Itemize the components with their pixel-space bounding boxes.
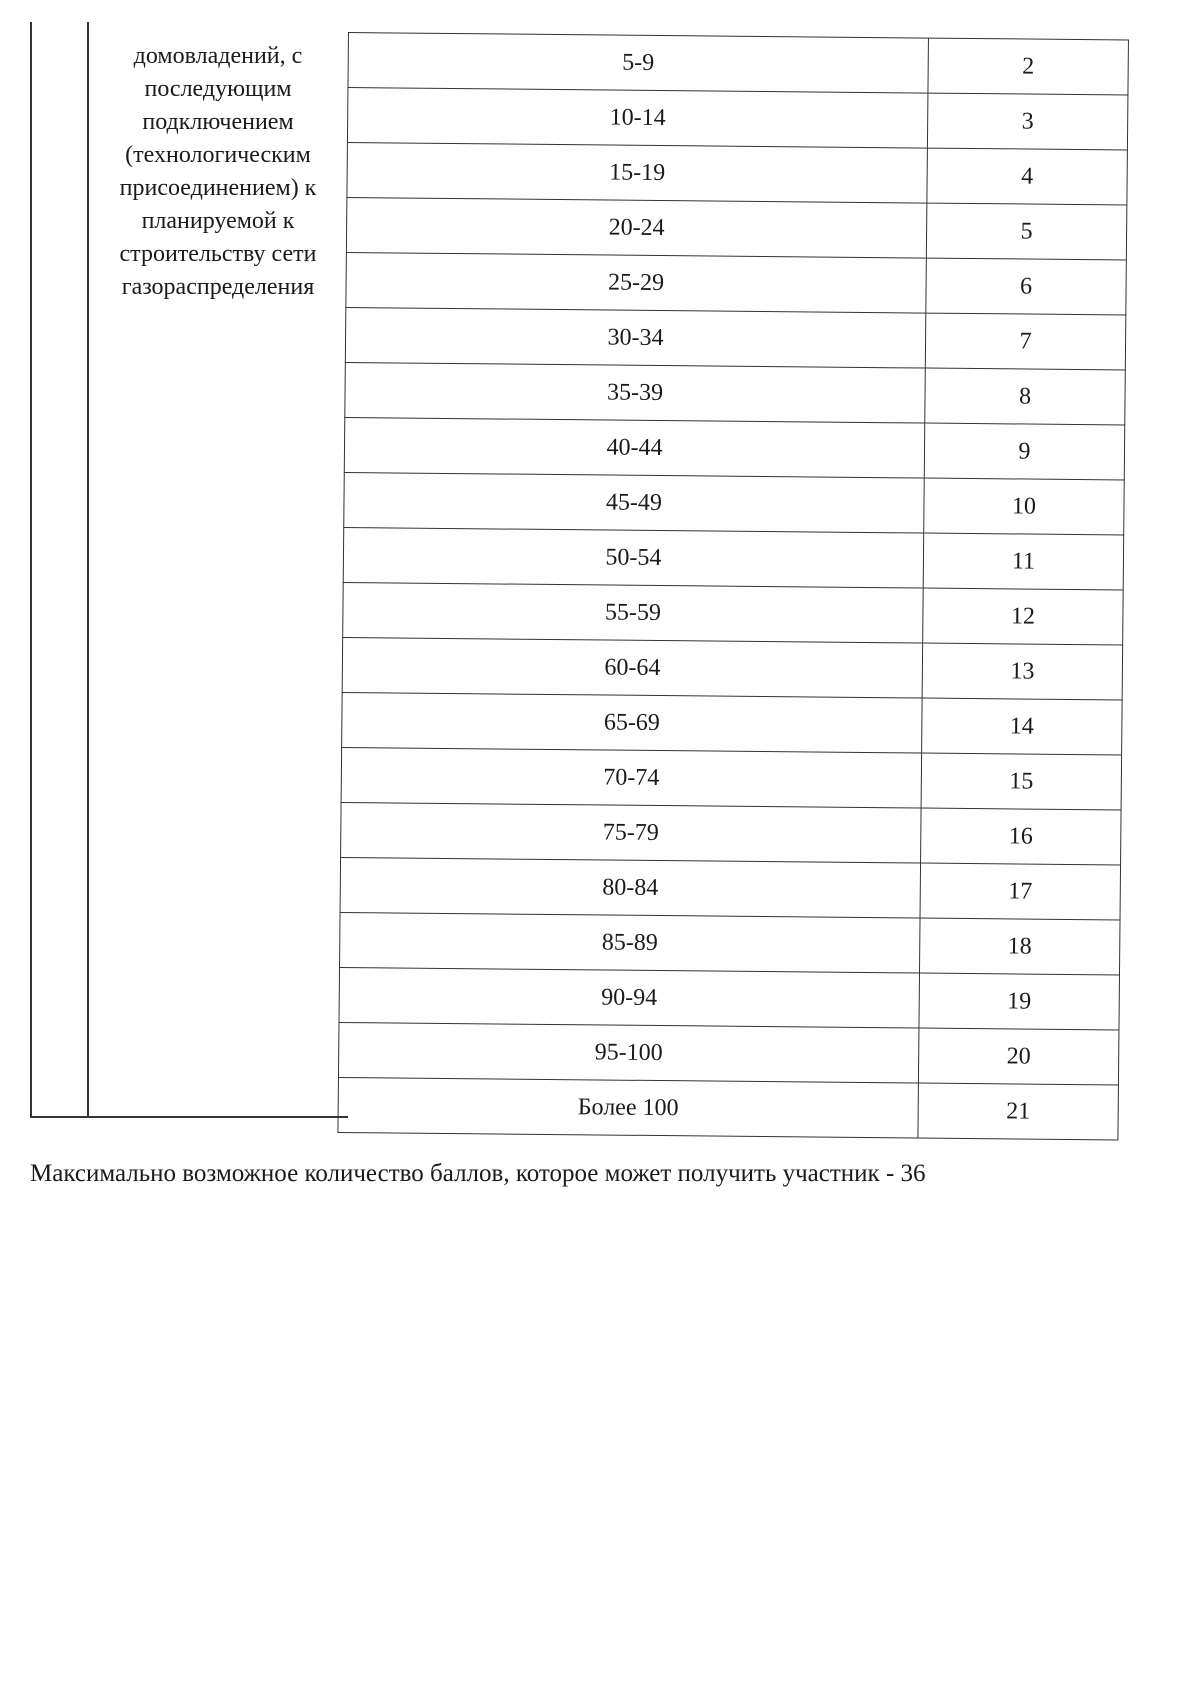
- score-cell: 16: [921, 808, 1122, 865]
- range-cell: Более 100: [338, 1077, 919, 1138]
- range-cell: 40-44: [344, 417, 925, 478]
- table-column-divider: [87, 22, 89, 1117]
- score-cell: 19: [919, 973, 1120, 1030]
- score-cell: 12: [923, 588, 1124, 645]
- range-cell: 15-19: [347, 142, 928, 203]
- score-cell: 6: [926, 258, 1127, 315]
- score-cell: 10: [924, 478, 1125, 535]
- range-cell: 60-64: [342, 637, 923, 698]
- score-cell: 15: [921, 753, 1122, 810]
- score-table-body: [338, 33, 1129, 1140]
- range-cell: 80-84: [340, 857, 921, 918]
- table-row: [346, 197, 1126, 259]
- score-cell: 17: [920, 863, 1121, 920]
- table-outer-border-left: [30, 22, 32, 1117]
- table-row: [338, 1022, 1118, 1084]
- score-cell: 21: [918, 1083, 1119, 1140]
- table-row: [340, 912, 1120, 974]
- range-cell: 30-34: [345, 307, 926, 368]
- score-cell: 2: [928, 38, 1129, 95]
- table-row: [341, 747, 1121, 809]
- score-cell: 18: [919, 918, 1120, 975]
- score-cell: 9: [924, 423, 1125, 480]
- max-score-note: Максимально возможное количество баллов, которое может получить участник - 36: [30, 1160, 926, 1187]
- table-row: [340, 857, 1120, 919]
- range-cell: 65-69: [342, 692, 923, 753]
- table-row: [347, 142, 1127, 204]
- table-outer-border-bottom: [30, 1116, 348, 1118]
- score-table-wrapper: [338, 32, 1128, 1131]
- table-row: [341, 802, 1121, 864]
- range-cell: 45-49: [344, 472, 925, 533]
- range-cell: 55-59: [343, 582, 924, 643]
- score-cell: 3: [927, 93, 1128, 150]
- range-cell: 50-54: [343, 527, 924, 588]
- score-cell: 13: [922, 643, 1123, 700]
- table-row: [345, 362, 1125, 424]
- score-cell: 8: [925, 368, 1126, 425]
- score-cell: 11: [923, 533, 1124, 590]
- range-cell: 95-100: [338, 1022, 919, 1083]
- table-row: [339, 967, 1119, 1029]
- table-row: [348, 33, 1128, 95]
- table-row: [342, 637, 1122, 699]
- range-cell: 5-9: [348, 33, 929, 94]
- table-row: [343, 527, 1123, 589]
- table-row: [347, 88, 1127, 150]
- range-cell: 10-14: [347, 88, 928, 149]
- table-row: [344, 417, 1124, 479]
- range-cell: 90-94: [339, 967, 920, 1028]
- range-cell: 25-29: [346, 252, 927, 313]
- table-row: [345, 307, 1125, 369]
- range-cell: 70-74: [341, 747, 922, 808]
- range-cell: 20-24: [346, 197, 927, 258]
- range-cell: 75-79: [341, 802, 922, 863]
- table-row: [344, 472, 1124, 534]
- score-cell: 7: [925, 313, 1126, 370]
- score-cell: 5: [926, 203, 1127, 260]
- score-cell: 4: [927, 148, 1128, 205]
- table-row: [346, 252, 1126, 314]
- score-table: [337, 32, 1129, 1140]
- table-row: [343, 582, 1123, 644]
- table-row: [338, 1077, 1118, 1139]
- range-cell: 85-89: [340, 912, 921, 973]
- table-row: [342, 692, 1122, 754]
- score-cell: 14: [922, 698, 1123, 755]
- criterion-description: домовладений, с последующим подключением (технологическим присоединением) к планируемой к строительству сети газораспределения: [119, 43, 317, 300]
- score-cell: 20: [918, 1028, 1119, 1085]
- range-cell: 35-39: [345, 362, 926, 423]
